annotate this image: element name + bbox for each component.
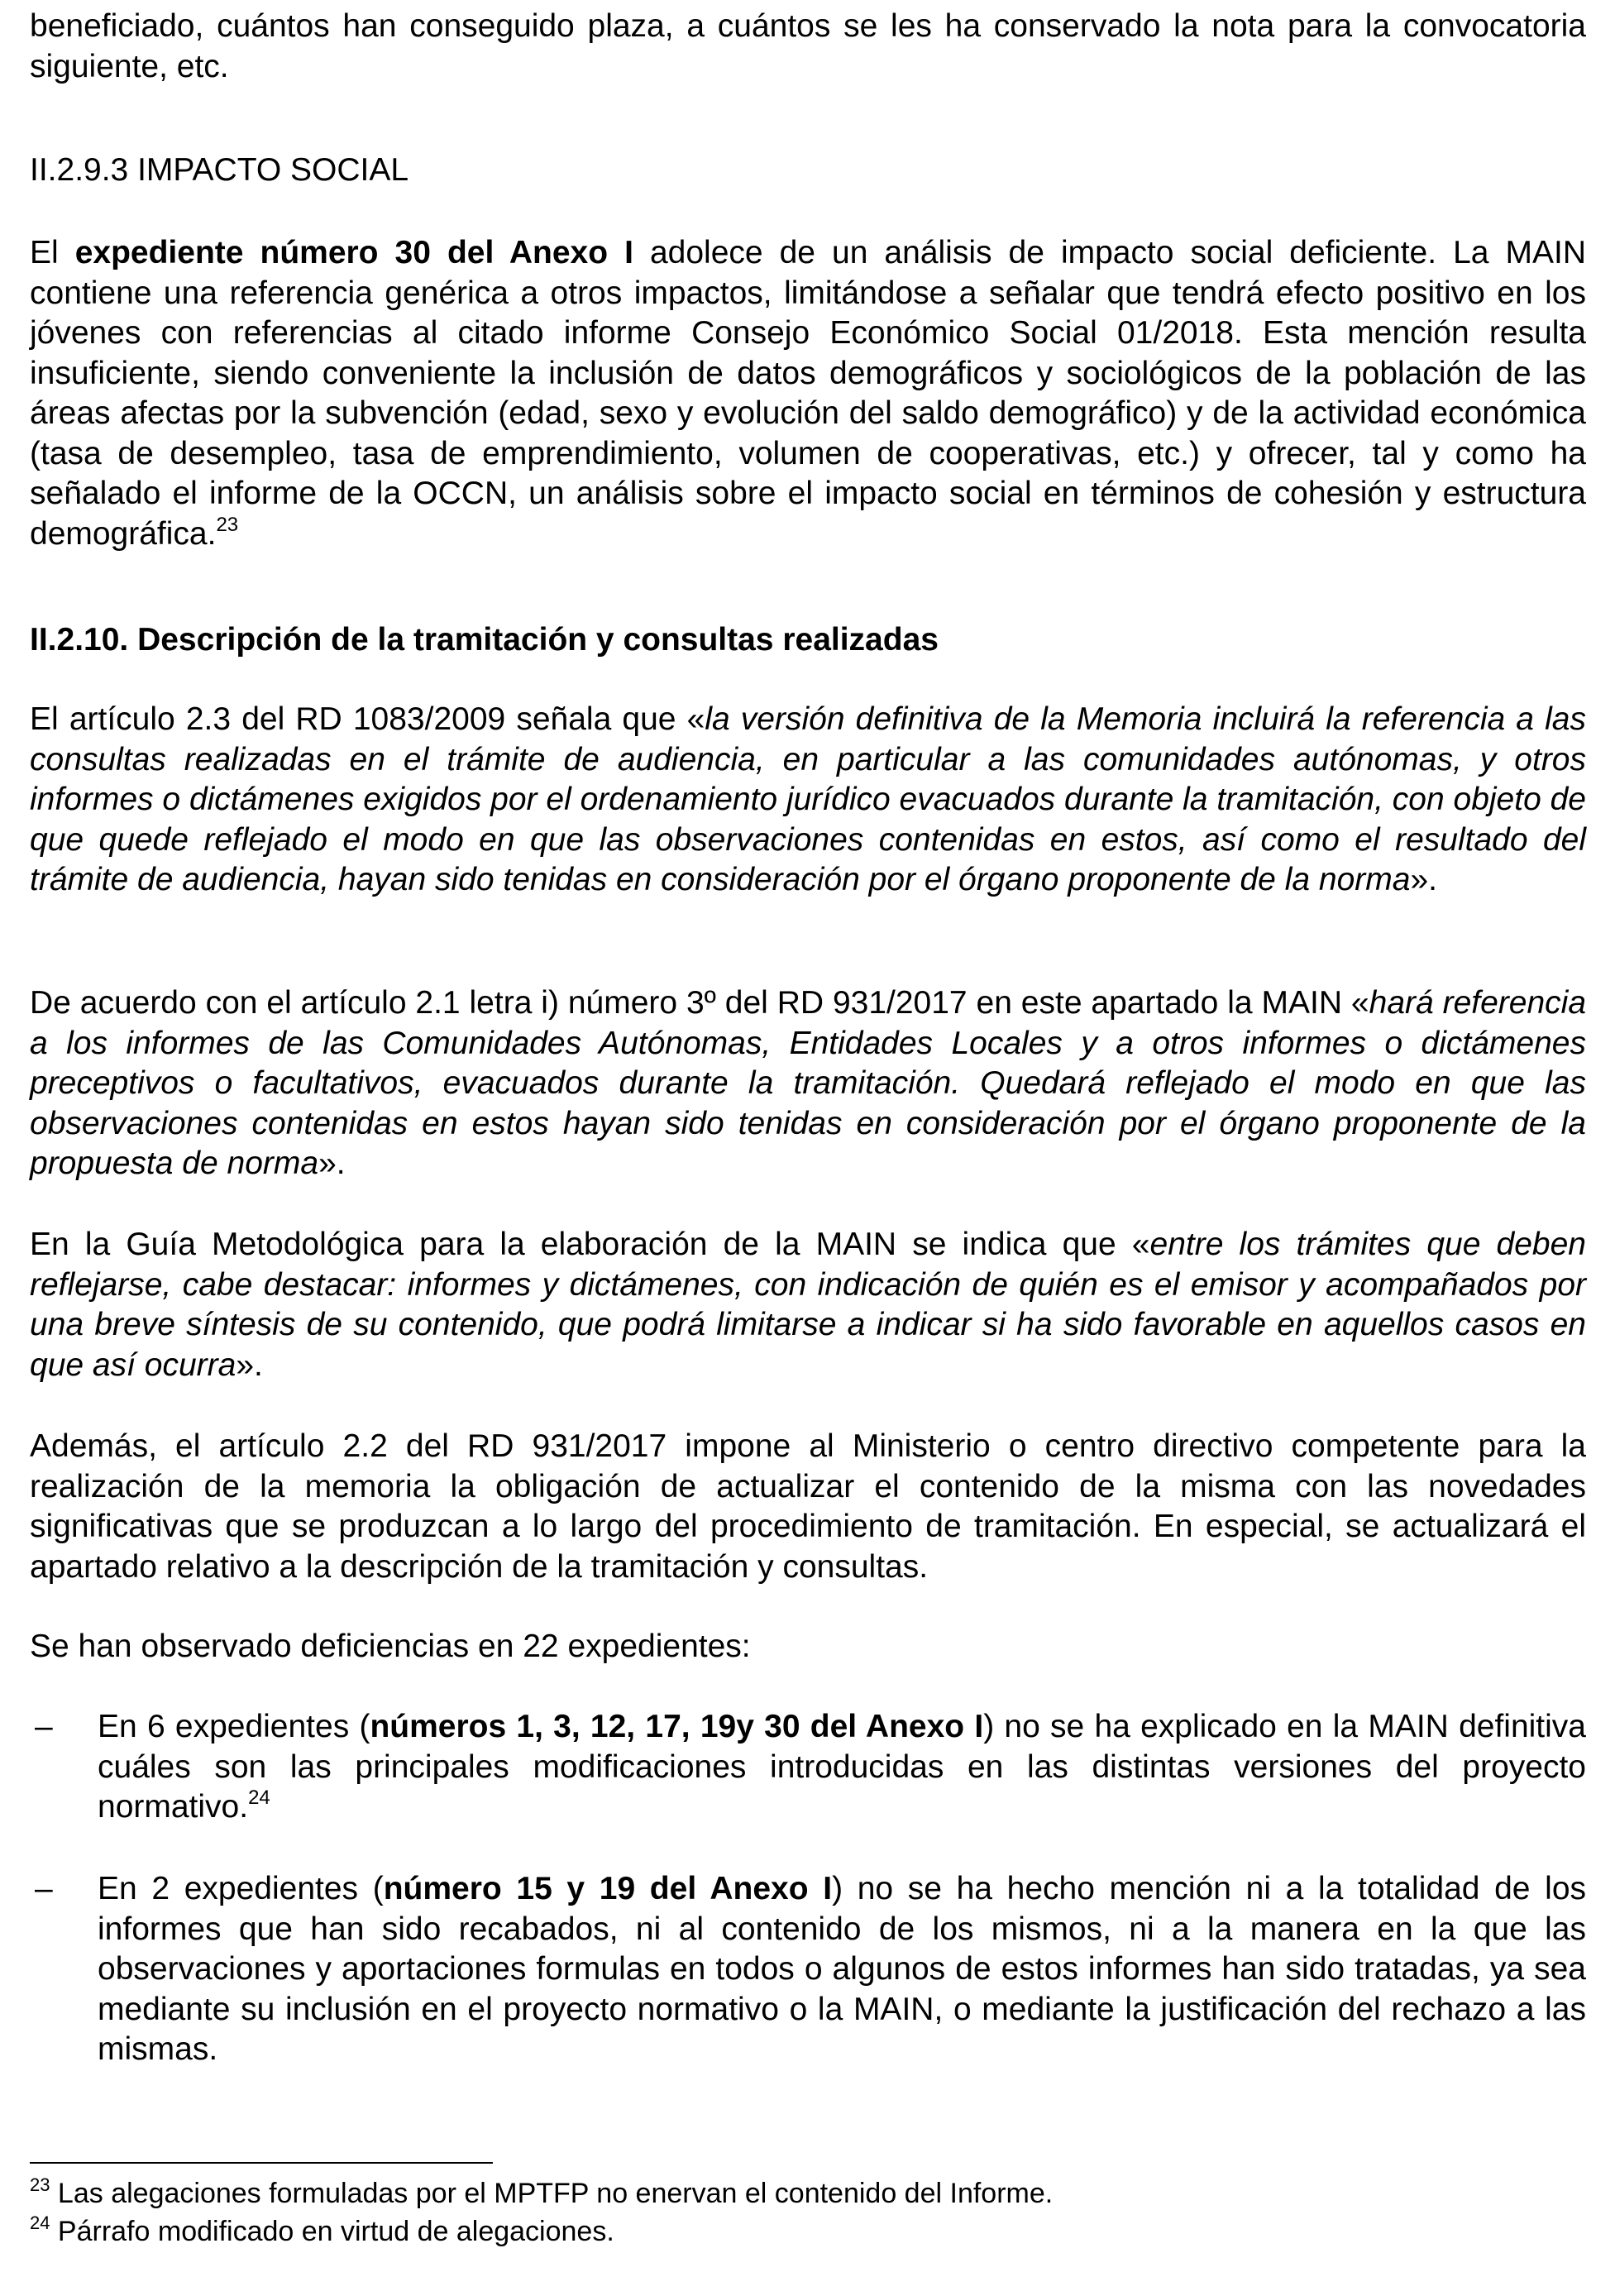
text: En la Guía Metodológica para la elaboración de la MAIN se indica que « — [30, 1227, 1150, 1262]
text: adolece de un análisis de impacto social deficiente. La MAIN contiene una referencia genérica a otros impactos, limitándose a señalar que tendrá efecto positivo en los jóvenes con referencias al citado informe Consejo Económico Social 01/2018. Esta mención resulta insuficiente, siendo conveniente la inclusión de datos demográficos y sociológicos de la población de las áreas afectas por la subvención (edad, sexo y evolución del saldo demográfico) y de la actividad económica (tasa de desempleo, tasa de emprendimiento, volumen de cooperativas, etc.) y ofrecer, tal y como ha señalado el informe de la OCCN, un análisis sobre el impacto social en términos de cohesión y estructura demográfica. — [30, 235, 1586, 552]
footnote-text: Las alegaciones formuladas por el MPTFP no enervan el contenido del Informe. — [50, 2178, 1054, 2209]
text: En 6 expedientes ( — [98, 1709, 370, 1744]
footnote-number: 24 — [30, 2212, 50, 2233]
text: ) no se ha explicado en la MAIN definitiva cuáles son las principales modificaciones introducidas en las distintas versiones del proyecto normativo. — [98, 1709, 1586, 1825]
document-page — [30, 0, 1586, 2296]
paragraph-impacto-social — [30, 233, 1586, 554]
bold-reference: números 1, 3, 12, 17, 19y 30 del Anexo I — [370, 1709, 984, 1744]
footnote-23 — [30, 2174, 1586, 2210]
italic-quote: hará referencia a los informes de las Comunidades Autónomas, Entidades Locales y a otros informes o dictámenes preceptivos o facultativos, evacuados durante la tramitación. Quedará reflejado el modo en que las observaciones contenidas en estos hayan sido tenidas en consideración por el órgano proponente de la propuesta de norma — [30, 985, 1587, 1181]
list-item-text — [98, 1869, 1586, 2070]
footnote-ref-24[interactable]: 24 — [248, 1787, 270, 1809]
paragraph-rd-1083 — [30, 700, 1586, 901]
italic-quote: entre los trámites que deben reflejarse, cabe destacar: informes y dictámenes, con indicación de quién es el emisor y acompañados por una breve síntesis de su contenido, que podrá limitarse a indicar si ha sido favorable en aquellos casos en que así ocurra — [30, 1227, 1586, 1383]
paragraph-continuation: beneficiado, cuántos han conseguido plaza, a cuántos se les ha conservado la nota para la convocatoria siguiente, etc. — [30, 8, 1586, 84]
section-heading-tramitacion: II.2.10. Descripción de la tramitación y consultas realizadas — [30, 622, 939, 658]
text: ». — [1410, 862, 1437, 897]
footnote-number: 23 — [30, 2174, 50, 2195]
text: ». — [236, 1347, 263, 1383]
footnote-text: Párrafo modificado en virtud de alegaciones. — [50, 2216, 614, 2247]
text: ». — [318, 1146, 346, 1181]
bold-reference: expediente número 30 del Anexo I — [74, 235, 633, 270]
dash-bullet-icon: – — [35, 1709, 53, 1744]
text: El — [30, 235, 75, 270]
section-heading-impacto-social: II.2.9.3 IMPACTO SOCIAL — [30, 152, 409, 188]
footnote-separator — [30, 2162, 493, 2164]
paragraph-rd-931 — [30, 983, 1586, 1184]
text: En 2 expedientes ( — [98, 1871, 384, 1906]
italic-quote: la versión definitiva de la Memoria incluirá la referencia a las consultas realizadas en el trámite de audiencia, en particular a las comunidades autónomas, y otros informes o dictámenes exigidos por el ordenamiento jurídico evacuados durante la tramitación, con objeto de que quede reflejado el modo en que las observaciones contenidas en estos, así como el resultado del trámite de audiencia, hayan sido tenidas en consideración por el órgano proponente de la norma — [30, 701, 1586, 897]
footnote-ref-23[interactable]: 23 — [216, 513, 239, 536]
text: El artículo 2.3 del RD 1083/2009 señala que « — [30, 701, 705, 737]
bold-reference: número 15 y 19 del Anexo I — [383, 1871, 833, 1906]
list-item-text — [98, 1707, 1586, 1828]
text: De acuerdo con el artículo 2.1 letra i) número 3º del RD 931/2017 en este apartado la MAIN « — [30, 985, 1369, 1021]
paragraph-articulo-2-2: Además, el artículo 2.2 del RD 931/2017 impone al Ministerio o centro directivo competente para la realización de la memoria la obligación de actualizar el contenido de la misma con las novedades significativas que se produzcan a lo largo del procedimiento de tramitación. En especial, se actualizará el apartado relativo a la descripción de la tramitación y consultas. — [30, 1428, 1586, 1585]
paragraph-deficiencias: Se han observado deficiencias en 22 expedientes: — [30, 1629, 751, 1664]
paragraph-guia-metodologica — [30, 1225, 1586, 1385]
footnote-24 — [30, 2212, 1586, 2248]
dash-bullet-icon: – — [35, 1871, 53, 1906]
text: ) no se ha hecho mención ni a la totalidad de los informes que han sido recabados, ni al contenido de los mismos, ni a la manera en la que las observaciones y aportaciones formulas en todos o algunos de estos informes han sido tratadas, ya sea mediante su inclusión en el proyecto normativo o la MAIN, o mediante la justificación del rechazo a las mismas. — [98, 1871, 1587, 2067]
